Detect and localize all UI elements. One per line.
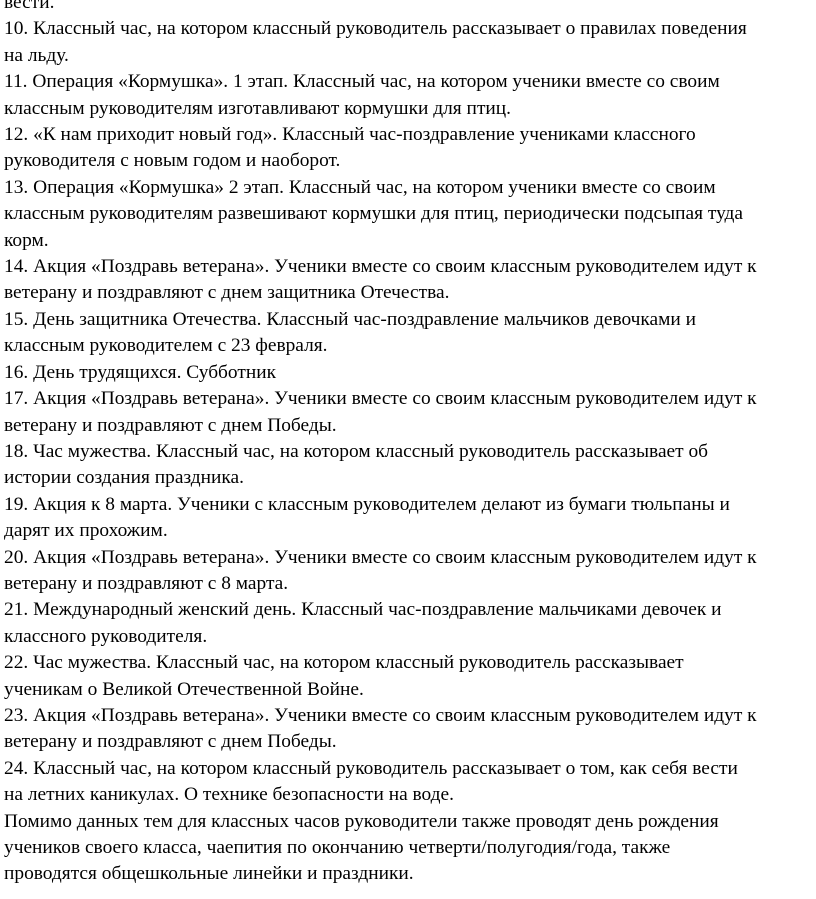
text-line: классным руководителем с 23 февраля. [4, 335, 328, 357]
text-line: 11. Операция «Кормушка». 1 этап. Классный час, на котором ученики вместе со своим [4, 71, 720, 93]
text-line: ученикам о Великой Отечественной Войне. [4, 678, 364, 700]
text-line: 20. Акция «Поздравь ветерана». Ученики вместе со своим классным руководителем идут к [4, 546, 757, 568]
text-line: классного руководителя. [4, 625, 208, 647]
text-line: на льду. [4, 44, 69, 66]
text-line: 23. Акция «Поздравь ветерана». Ученики вместе со своим классным руководителем идут к [4, 704, 757, 726]
text-line: учеников своего класса, чаепития по окончанию четверти/полугодия/года, также [4, 837, 671, 858]
text-line: классным руководителям развешивают кормушки для птиц, периодически подсыпая туда [4, 203, 744, 225]
text-line: 12. «К нам приходит новый год». Классный час-поздравление учениками классного [4, 124, 696, 146]
text-line: классным руководителям изготавливают кормушки для птиц. [4, 97, 512, 119]
text-line: вести. [4, 0, 55, 13]
text-line: 16. День трудящихся. Субботник [4, 361, 277, 383]
text-line: истории создания праздника. [4, 467, 244, 489]
text-line: ветерану и поздравляют с 8 марта. [4, 572, 289, 594]
text-line: 21. Международный женский день. Классный час-поздравление мальчиками девочек и [4, 599, 722, 621]
text-line: 17. Акция «Поздравь ветерана». Ученики вместе со своим классным руководителем идут к [4, 388, 757, 410]
text-line: 22. Час мужества. Классный час, на котором классный руководитель рассказывает [4, 652, 684, 674]
text-line: 13. Операция «Кормушка» 2 этап. Классный час, на котором ученики вместе со своим [4, 176, 716, 198]
text-line: руководителя с новым годом и наоборот. [4, 150, 341, 172]
text-line: дарят их прохожим. [4, 520, 168, 542]
text-line: 14. Акция «Поздравь ветерана». Ученики вместе со своим классным руководителем идут к [4, 256, 757, 278]
text-line: 10. Классный час, на котором классный руководитель рассказывает о правилах поведения [4, 18, 747, 40]
text-line: ветерану и поздравляют с днем Победы. [4, 414, 337, 436]
text-line: 24. Классный час, на котором классный руководитель рассказывает о том, как себя вести [4, 757, 738, 779]
text-line: проводятся общешкольные линейки и праздники. [4, 863, 414, 885]
text-line: ветерану и поздравляют с днем защитника Отечества. [4, 282, 450, 304]
text-line: 19. Акция к 8 марта. Ученики с классным руководителем делают из бумаги тюльпаны и [4, 493, 730, 515]
text-line: на летних каникулах. О технике безопасности на воде. [4, 784, 455, 806]
text-line: Помимо данных тем для классных часов руководители также проводят день рождения [4, 810, 719, 832]
text-line: корм. [4, 229, 49, 251]
document-body [4, 0, 816, 888]
text-line: ветерану и поздравляют с днем Победы. [4, 731, 337, 753]
text-line: 18. Час мужества. Классный час, на котором классный руководитель рассказывает об [4, 440, 709, 462]
text-line: 15. День защитника Отечества. Классный час-поздравление мальчиков девочками и [4, 308, 697, 330]
